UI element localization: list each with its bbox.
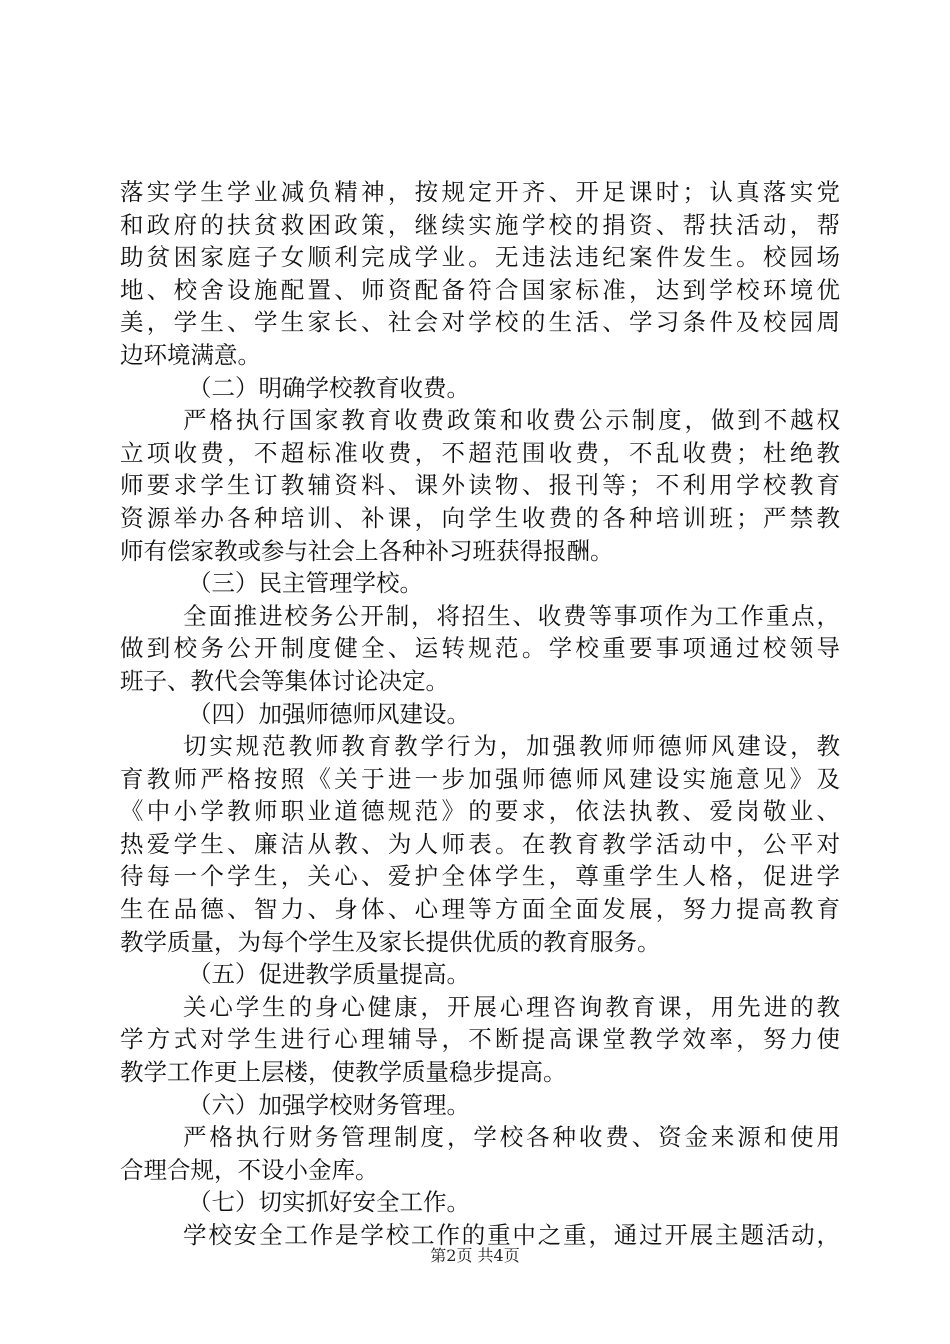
text-line: 教学工作更上层楼，使教学质量稳步提高。 xyxy=(120,1058,567,1087)
text-line: 待每一个学生，关心、爱护全体学生，尊重学生人格，促进学 xyxy=(120,862,840,891)
text-line: 地、校舍设施配置、师资配备符合国家标准，达到学校环境优 xyxy=(120,275,840,304)
text-line: 落实学生学业减负精神，按规定开齐、开足课时；认真落实党 xyxy=(120,178,840,206)
section-heading: （六）加强学校财务管理。 xyxy=(188,1090,470,1119)
section-heading: （四）加强师德师风建设。 xyxy=(188,699,470,728)
text-line: 严格执行财务管理制度，学校各种收费、资金来源和使用 xyxy=(183,1123,840,1152)
text-line: 和政府的扶贫救困政策，继续实施学校的捐资、帮扶活动，帮 xyxy=(120,210,840,239)
text-line: 生在品德、智力、身体、心理等方面全面发展，努力提高教育 xyxy=(120,895,840,924)
text-line: 全面推进校务公开制，将招生、收费等事项作为工作重点， xyxy=(183,601,840,630)
text-line: 边环境满意。 xyxy=(120,340,261,369)
text-line: 关心学生的身心健康，开展心理咨询教育课，用先进的教 xyxy=(183,992,840,1021)
text-line: 班子、教代会等集体讨论决定。 xyxy=(120,666,449,695)
section-heading: （七）切实抓好安全工作。 xyxy=(188,1188,470,1217)
text-line: 学方式对学生进行心理辅导，不断提高课堂教学效率，努力使 xyxy=(120,1025,840,1054)
text-line: 师要求学生订教辅资料、课外读物、报刊等；不利用学校教育 xyxy=(120,471,840,500)
section-heading: （五）促进教学质量提高。 xyxy=(188,960,470,989)
text-line: 热爱学生、廉洁从教、为人师表。在教育教学活动中，公平对 xyxy=(120,829,840,858)
text-line: 学校安全工作是学校工作的重中之重，通过开展主题活动， xyxy=(183,1221,840,1249)
document-body xyxy=(120,176,840,1252)
text-line: 严格执行国家教育收费政策和收费公示制度，做到不越权 xyxy=(183,406,840,435)
text-line: 师有偿家教或参与社会上各种补习班获得报酬。 xyxy=(120,536,614,565)
text-line: 切实规范教师教育教学行为，加强教师师德师风建设，教 xyxy=(183,732,840,761)
text-line: 美，学生、学生家长、社会对学校的生活、学习条件及校园周 xyxy=(120,308,840,337)
text-line: 育教师严格按照《关于进一步加强师德师风建设实施意见》及 xyxy=(120,764,840,793)
text-line: 助贫困家庭子女顺利完成学业。无违法违纪案件发生。校园场 xyxy=(120,243,840,272)
text-line: 《中小学教师职业道德规范》的要求，依法执教、爱岗敬业、 xyxy=(120,797,840,826)
section-heading: （三）民主管理学校。 xyxy=(188,569,423,598)
section-heading: （二）明确学校教育收费。 xyxy=(188,373,470,402)
text-line: 立项收费，不超标准收费，不超范围收费，不乱收费；杜绝教 xyxy=(120,438,840,467)
text-line: 做到校务公开制度健全、运转规范。学校重要事项通过校领导 xyxy=(120,634,840,663)
text-line: 教学质量，为每个学生及家长提供优质的教育服务。 xyxy=(120,927,661,956)
page-footer: 第2页 共4页 xyxy=(430,1246,520,1265)
text-line: 资源举办各种培训、补课，向学生收费的各种培训班；严禁教 xyxy=(120,503,840,532)
text-line: 合理合规，不设小金库。 xyxy=(120,1155,379,1184)
